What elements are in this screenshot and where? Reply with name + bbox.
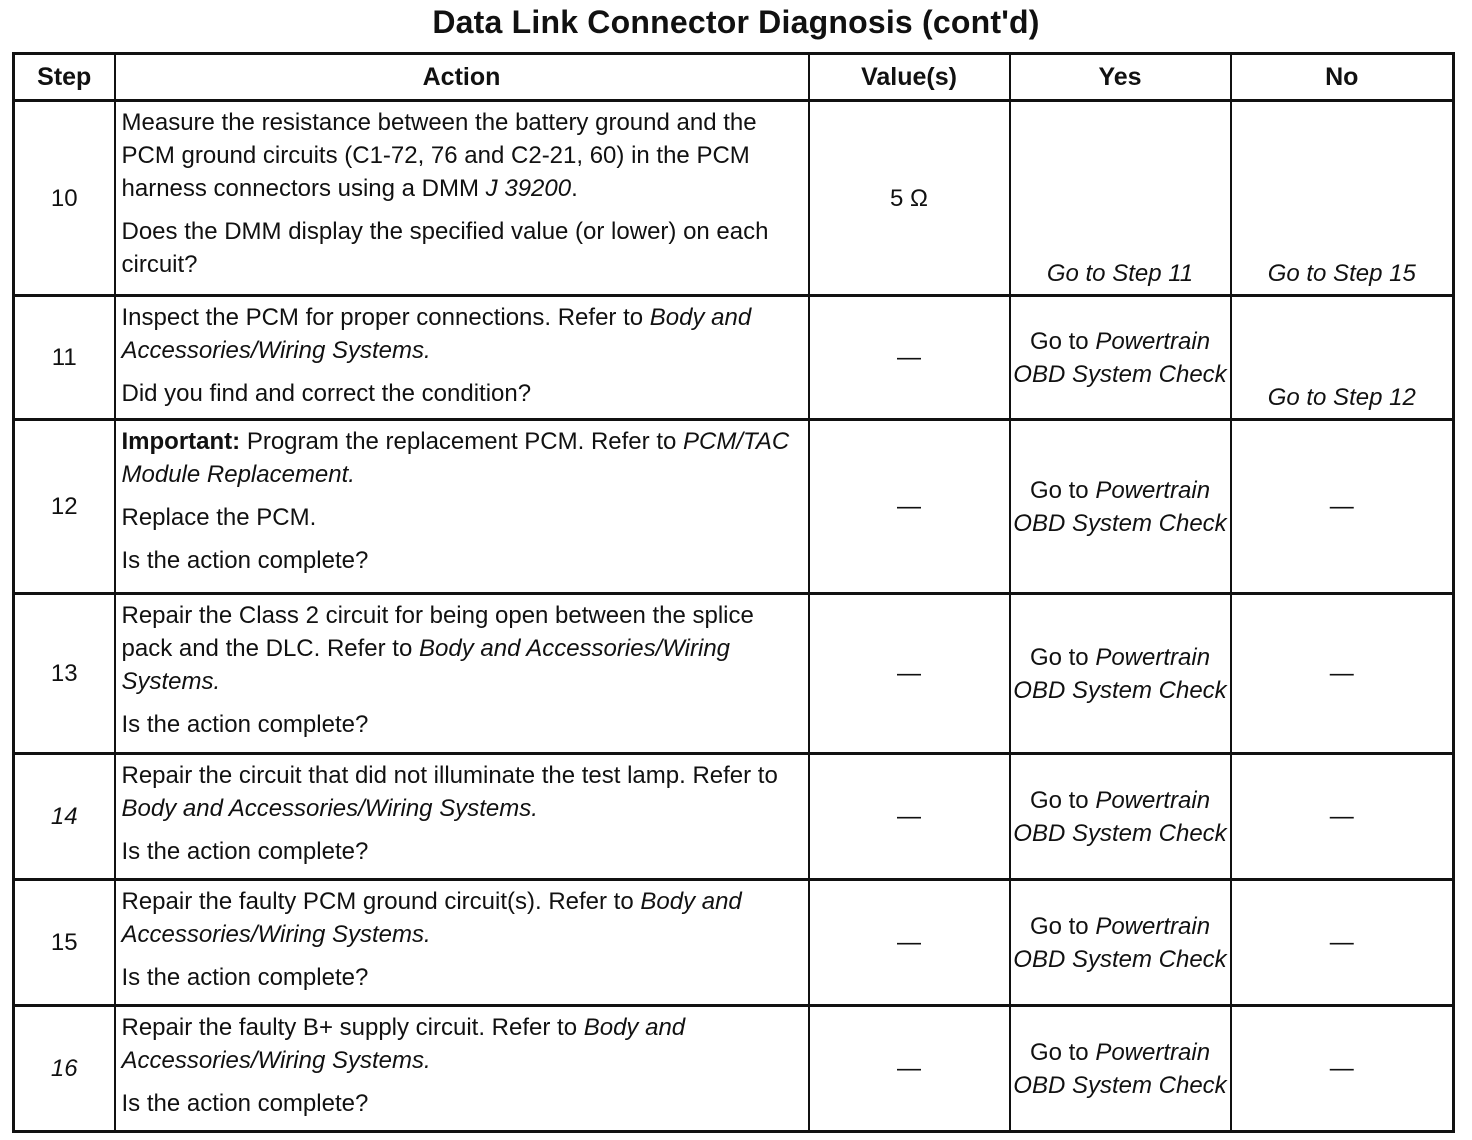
action-text xyxy=(122,301,802,367)
yes-cell xyxy=(1010,880,1231,1006)
manual-reference: Body and Accessories/Wiring Systems. xyxy=(121,795,538,822)
action-cell xyxy=(115,880,809,1006)
step-number: 10 xyxy=(14,101,115,296)
header-yes: Yes xyxy=(1010,54,1231,101)
table-row xyxy=(14,101,1454,296)
value-cell: 5 Ω xyxy=(809,101,1010,296)
no-cell: Go to Step 15 xyxy=(1231,101,1454,296)
value-cell: — xyxy=(809,880,1010,1006)
important-label: Important: xyxy=(121,428,241,455)
action-instruction: Repair the circuit that did not illuminate the test lamp. Refer to xyxy=(121,762,778,789)
no-cell: Go to Step 12 xyxy=(1231,296,1454,420)
yes-cell: Go to Step 11 xyxy=(1010,101,1231,296)
step-number: 13 xyxy=(14,594,115,754)
header-step: Step xyxy=(14,54,115,101)
manual-reference: Body and Accessories/Wiring Systems. xyxy=(121,888,742,948)
manual-reference: Body and Accessories/Wiring Systems. xyxy=(121,304,752,364)
yes-reference: Powertrain OBD System Check xyxy=(1013,912,1227,973)
action-text xyxy=(122,885,802,951)
no-cell: — xyxy=(1231,754,1454,880)
important-text: Program the replacement PCM. Refer to xyxy=(240,428,683,455)
action-cell xyxy=(115,420,809,594)
action-cell xyxy=(115,594,809,754)
yes-reference: Powertrain OBD System Check xyxy=(1013,327,1227,388)
yes-goto: Go to xyxy=(1029,327,1096,355)
action-question: Is the action complete? xyxy=(121,1090,369,1117)
step-number: 14 xyxy=(14,754,115,880)
table-row xyxy=(14,594,1454,754)
table-row xyxy=(14,296,1454,420)
no-cell: — xyxy=(1231,420,1454,594)
action-instruction: Measure the resistance between the battery ground and the PCM ground circuits (C1-72, 76 and C2-21, 60) in the PCM harness connectors using a DMM xyxy=(121,109,757,202)
table-row xyxy=(14,420,1454,594)
action-question: Did you find and correct the condition? xyxy=(121,380,532,407)
action-question: Is the action complete? xyxy=(121,964,369,991)
value-cell: — xyxy=(809,754,1010,880)
yes-goto: Go to xyxy=(1029,912,1096,940)
yes-goto: Go to xyxy=(1029,1038,1096,1066)
action-question: Does the DMM display the specified value (or lower) on each circuit? xyxy=(121,218,769,278)
step-number: 12 xyxy=(14,420,115,594)
no-cell: — xyxy=(1231,880,1454,1006)
yes-cell xyxy=(1010,754,1231,880)
action-punctuation: . xyxy=(571,175,578,202)
yes-goto: Go to xyxy=(1029,476,1096,504)
header-action: Action xyxy=(115,54,809,101)
action-text xyxy=(122,106,802,205)
yes-reference: Powertrain OBD System Check xyxy=(1013,643,1227,704)
yes-cell xyxy=(1010,594,1231,754)
action-instruction: Inspect the PCM for proper connections. Refer to xyxy=(121,304,650,331)
step-number: 16 xyxy=(14,1006,115,1132)
action-cell xyxy=(115,754,809,880)
action-text: Replace the PCM. xyxy=(121,504,317,531)
step-number: 11 xyxy=(14,296,115,420)
no-cell: — xyxy=(1231,1006,1454,1132)
action-question: Is the action complete? xyxy=(121,547,369,574)
manual-reference: PCM/TAC Module Replacement. xyxy=(121,428,790,488)
action-text xyxy=(122,759,802,825)
action-question: Is the action complete? xyxy=(121,838,369,865)
diagnosis-table xyxy=(12,52,1455,1133)
action-instruction: Repair the faulty B+ supply circuit. Refer to xyxy=(121,1014,584,1041)
action-cell xyxy=(115,101,809,296)
header-no: No xyxy=(1231,54,1454,101)
action-instruction: Repair the faulty PCM ground circuit(s). Refer to xyxy=(121,888,641,915)
header-values: Value(s) xyxy=(809,54,1010,101)
yes-cell xyxy=(1010,1006,1231,1132)
value-cell: — xyxy=(809,1006,1010,1132)
manual-reference: Body and Accessories/Wiring Systems. xyxy=(121,1014,686,1074)
no-cell: — xyxy=(1231,594,1454,754)
yes-goto: Go to xyxy=(1029,786,1096,814)
value-cell: — xyxy=(809,296,1010,420)
tool-reference: J 39200 xyxy=(485,175,572,202)
yes-reference: Powertrain OBD System Check xyxy=(1013,786,1227,847)
yes-reference: Powertrain OBD System Check xyxy=(1013,1038,1227,1099)
value-cell: — xyxy=(809,420,1010,594)
page-title: Data Link Connector Diagnosis (cont'd) xyxy=(432,4,1040,40)
action-question: Is the action complete? xyxy=(121,711,369,738)
action-text xyxy=(122,1011,802,1077)
action-cell xyxy=(115,1006,809,1132)
yes-cell xyxy=(1010,296,1231,420)
yes-cell xyxy=(1010,420,1231,594)
table-row xyxy=(14,1006,1454,1132)
manual-reference: Body and Accessories/Wiring Systems. xyxy=(121,635,731,695)
value-cell: — xyxy=(809,594,1010,754)
table-row xyxy=(14,754,1454,880)
yes-goto: Go to xyxy=(1029,643,1096,671)
action-text xyxy=(122,599,802,698)
important-note xyxy=(122,425,802,491)
step-number: 15 xyxy=(14,880,115,1006)
table-header-row xyxy=(14,54,1454,101)
action-cell xyxy=(115,296,809,420)
table-row xyxy=(14,880,1454,1006)
action-instruction: Repair the Class 2 circuit for being open between the splice pack and the DLC. Refer to xyxy=(121,602,754,662)
yes-reference: Powertrain OBD System Check xyxy=(1013,476,1227,537)
